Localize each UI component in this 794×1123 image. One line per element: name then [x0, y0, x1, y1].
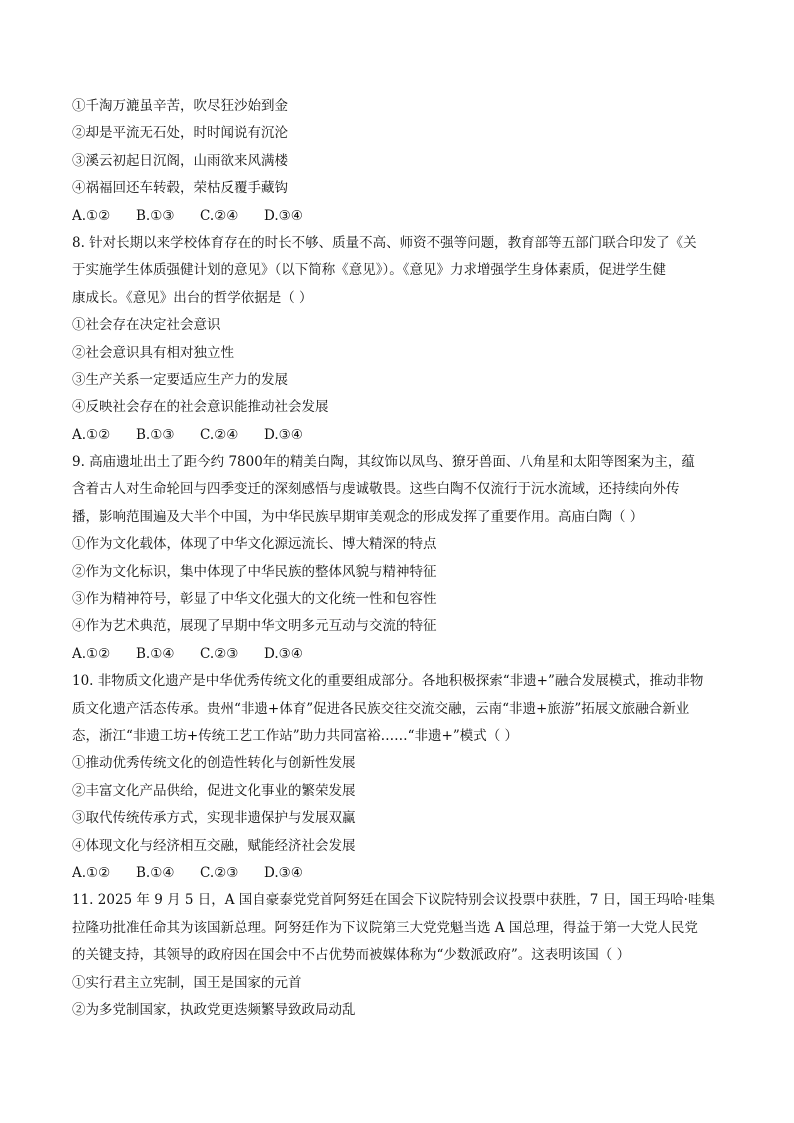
q9-choice-c: C.②③ — [200, 645, 239, 662]
q8-stem-line-1: 8. 针对长期以来学校体育存在的时长不够、质量不高、师资不强等问题，教育部等五部门联合印发了《关 — [72, 234, 697, 251]
q8-choice-c: C.②④ — [200, 426, 239, 443]
q10-choice-a: A.①② — [72, 864, 111, 881]
q8-choice-d: D.③④ — [264, 426, 303, 443]
q7-answer-choices — [72, 203, 722, 230]
q9-choice-b: B.①④ — [136, 645, 175, 662]
q9-choice-d: D.③④ — [264, 645, 303, 662]
q8-option-4: ④反映社会存在的社会意识能推动社会发展 — [72, 399, 329, 416]
q10-option-2: ②丰富文化产品供给，促进文化事业的繁荣发展 — [72, 782, 356, 799]
q11-option-1: ①实行君主立宪制，国王是国家的元首 — [72, 974, 302, 991]
q10-choice-b: B.①④ — [136, 864, 175, 881]
q7-option-4: ④祸福回还车转毂，荣枯反覆手藏钩 — [72, 180, 288, 197]
q8-stem-line-3: 康成长。《意见》出台的哲学依据是（ ） — [72, 289, 313, 306]
q9-option-2: ②作为文化标识，集中体现了中华民族的整体风貌与精神特征 — [72, 563, 437, 580]
exam-page — [72, 93, 722, 1024]
q11-option-2: ②为多党制国家，执政党更迭频繁导致政局动乱 — [72, 1001, 356, 1018]
q8-option-3: ③生产关系一定要适应生产力的发展 — [72, 371, 288, 388]
q9-option-1: ①作为文化载体，体现了中华文化源远流长、博大精深的特点 — [72, 536, 437, 553]
q9-stem-line-1: 9. 高庙遗址出土了距今约 7800年的精美白陶，其纹饰以凤鸟、獠牙兽面、八角星和太阳等图案为主，蕴 — [72, 454, 695, 471]
q7-option-3: ③溪云初起日沉阁，山雨欲来风满楼 — [72, 152, 288, 169]
question-8-block — [72, 230, 722, 449]
q7-choice-c: C.②④ — [200, 207, 239, 224]
q10-stem-line-1: 10. 非物质文化遗产是中华优秀传统文化的重要组成部分。各地积极探索“非遗+”融合发展模式，推动非物 — [72, 673, 704, 690]
q9-choice-a: A.①② — [72, 645, 111, 662]
q8-option-1: ①社会存在决定社会意识 — [72, 317, 221, 334]
question-7-block — [72, 93, 722, 230]
q11-stem-line-2: 拉隆功批准任命其为该国新总理。阿努廷作为下议院第三大党党魁当选 A 国总理，得益于第一大党人民党 — [72, 919, 698, 936]
q10-choice-d: D.③④ — [264, 864, 303, 881]
q8-choice-b: B.①③ — [136, 426, 175, 443]
q10-option-3: ③取代传统传承方式，实现非遗保护与发展双赢 — [72, 810, 356, 827]
q7-option-1: ①千淘万漉虽辛苦，吹尽狂沙始到金 — [72, 98, 288, 114]
q8-option-2: ②社会意识具有相对独立性 — [72, 344, 234, 361]
q10-answer-choices — [72, 860, 722, 887]
q9-stem-line-2: 含着古人对生命轮回与四季变迁的深刻感悟与虔诚敬畏。这些白陶不仅流行于沅水流域，还持续向外传 — [72, 481, 680, 498]
q9-answer-choices — [72, 641, 722, 668]
q9-option-4: ④作为艺术典范，展现了早期中华文明多元互动与交流的特征 — [72, 618, 437, 635]
q7-choice-b: B.①③ — [136, 207, 175, 224]
q10-stem-line-3: 态，浙江“非遗工坊+传统工艺工作站”助力共同富裕……“非遗+”模式（ ） — [72, 727, 519, 744]
q7-choice-a: A.①② — [72, 207, 111, 224]
question-11-block — [72, 887, 722, 1024]
q9-stem-line-3: 播，影响范围遍及大半个中国，为中华民族早期审美观念的形成发挥了重要作用。高庙白陶（ ） — [72, 508, 644, 525]
q7-choice-d: D.③④ — [264, 207, 303, 224]
q8-stem-line-2: 于实施学生体质强健计划的意见》（以下简称《意见》）。《意见》力求增强学生身体素质，促进学生健 — [72, 262, 666, 279]
question-9-block — [72, 449, 722, 668]
q10-stem-line-2: 质文化遗产活态传承。贵州“非遗+体育”促进各民族交往交流交融，云南“非遗+旅游”拓展文旅融合新业 — [72, 700, 690, 717]
q8-answer-choices — [72, 422, 722, 449]
q8-choice-a: A.①② — [72, 426, 111, 443]
q10-option-4: ④体现文化与经济相互交融，赋能经济社会发展 — [72, 837, 356, 854]
question-10-block — [72, 668, 722, 887]
q9-option-3: ③作为精神符号，彰显了中华文化强大的文化统一性和包容性 — [72, 591, 437, 608]
q11-stem-line-1: 11. 2025 年 9 月 5 日，A 国自豪泰党党首阿努廷在国会下议院特别会议投票中获胜，7 日，国王玛哈·哇集 — [72, 892, 715, 909]
q10-choice-c: C.②③ — [200, 864, 239, 881]
q11-stem-line-3: 的关键支持，其领导的政府因在国会中不占优势而被媒体称为“少数派政府”。这表明该国（ ） — [72, 947, 631, 964]
q10-option-1: ①推动优秀传统文化的创造性转化与创新性发展 — [72, 755, 356, 772]
q7-option-2: ②却是平流无石处，时时闻说有沉沦 — [72, 125, 288, 142]
